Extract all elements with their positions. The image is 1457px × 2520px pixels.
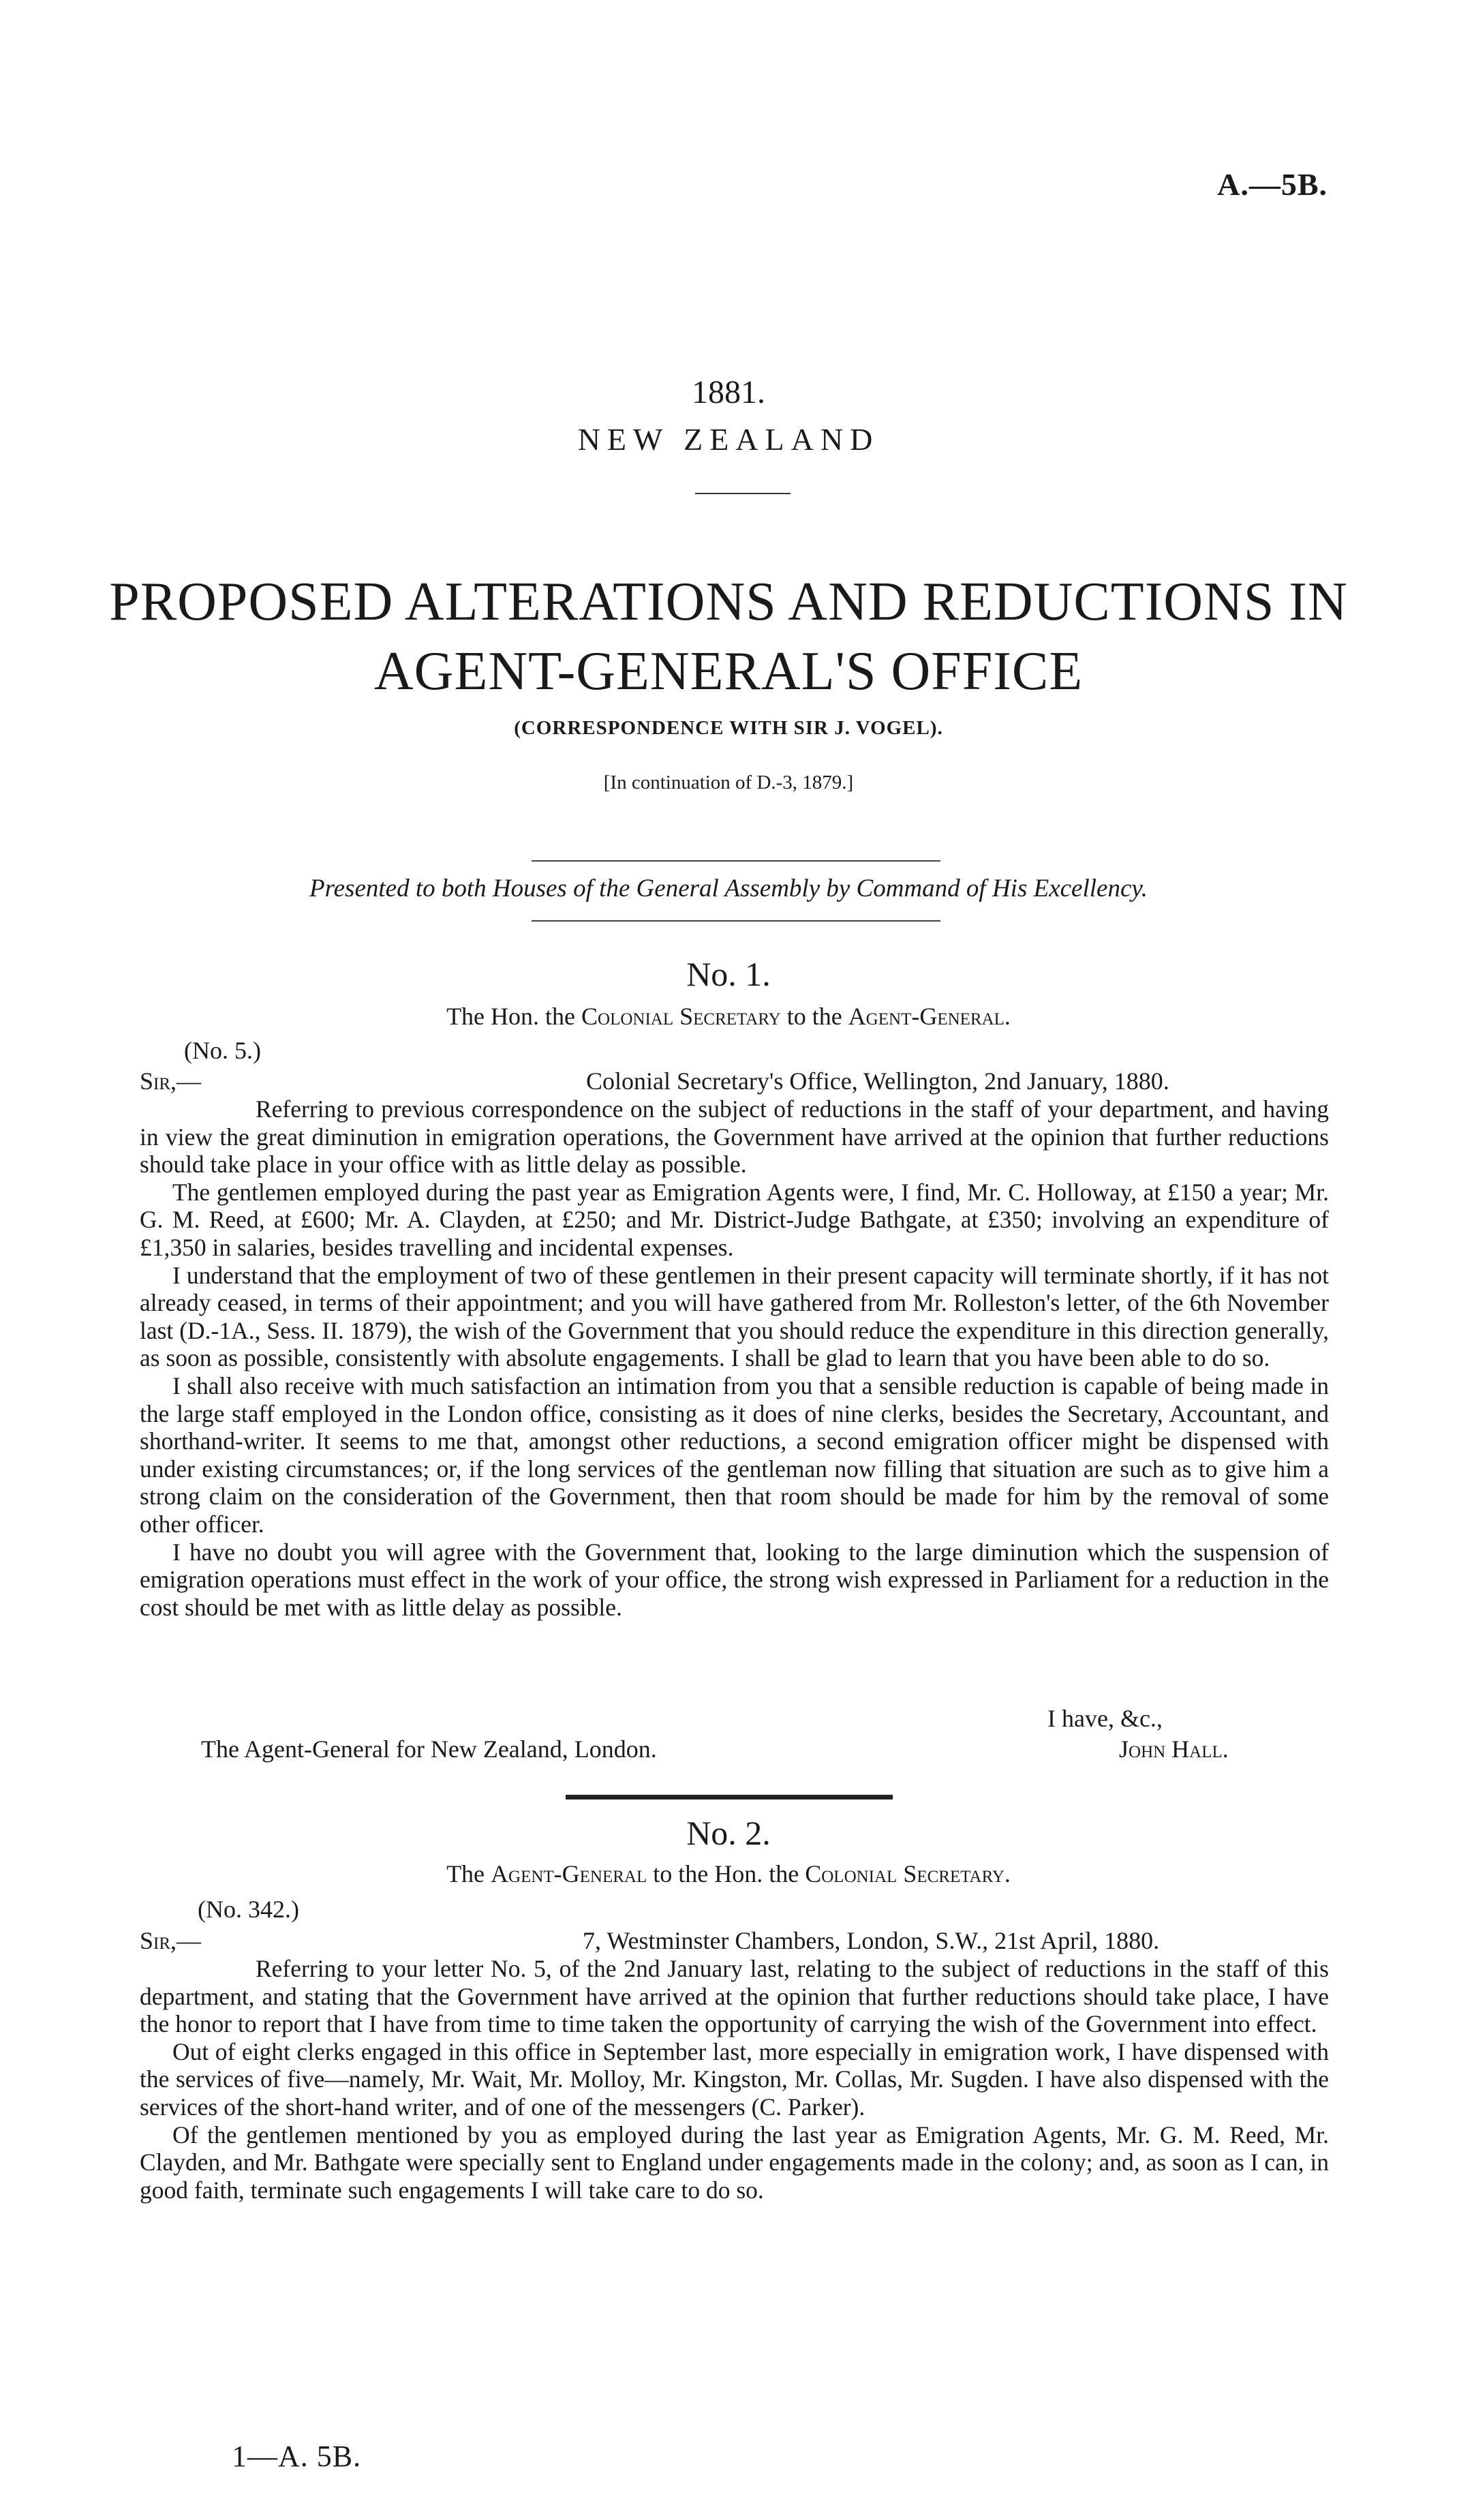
route-prefix: The	[446, 1860, 491, 1887]
route-to: Agent-General	[848, 1003, 1004, 1030]
continuation-note: [In continuation of D.-3, 1879.]	[603, 772, 854, 793]
letter1-closing: I have, &c.,	[1047, 1705, 1163, 1732]
route-from: Agent-General	[491, 1860, 647, 1887]
country-heading: NEW ZEALAND	[577, 422, 880, 457]
letter2-route	[0, 1859, 1457, 1888]
page-footer: 1—A. 5B.	[232, 2440, 362, 2473]
letter1-ref: (No. 5.)	[184, 1037, 261, 1064]
divider	[532, 920, 940, 922]
document-serial: A.—5B.	[1217, 167, 1328, 202]
section-divider	[566, 1795, 893, 1800]
route-from: Colonial Secretary	[581, 1003, 781, 1030]
year: 1881.	[692, 374, 765, 410]
subtitle: (CORRESPONDENCE WITH SIR J. VOGEL).	[514, 717, 943, 739]
paragraph: Referring to your letter No. 5, of the 2nd January last, relating to the subject of reductions in the staff of this department, and stating that the Government have arrived at the opinion that further reductions should take place, I have the honor to report that I have from time to time taken the opportunity of carrying the wish of the Government into effect.	[140, 1955, 1329, 2038]
letter2-number: No. 2.	[686, 1814, 771, 1852]
route-end: .	[1004, 1003, 1011, 1030]
route-mid: to the	[780, 1003, 848, 1030]
paragraph: I understand that the employment of two of these gentlemen in their present capacity will terminate shortly, if it has not already ceased, in terms of their appointment; and you will have gathered from Mr. Rolleston's letter, of the 6th November last (D.-1A., Sess. II. 1879), the wish of the Government that you should reduce the expenditure in this direction generally, as soon as possible, consistently with absolute engagements. I shall be glad to learn that you have been able to do so.	[140, 1261, 1329, 1372]
page-title-line1: PROPOSED ALTERATIONS AND REDUCTIONS IN	[109, 572, 1348, 632]
presented-line: Presented to both Houses of the General Assembly by Command of His Excellency.	[309, 875, 1148, 902]
letter1-body	[140, 1095, 1329, 1621]
paragraph: I shall also receive with much satisfaction an intimation from you that a sensible reduction is capable of being made in the large staff employed in the London office, consisting as it does of nine clerks, besides the Secretary, Accountant, and shorthand-writer. It seems to me that, amongst other reductions, a second emigration officer might be dispensed with under existing circumstances; or, if the long services of the gentleman now filling that situation are such as to give him a strong claim on the consideration of the Government, then that room should be made for him by the removal of some other officer.	[140, 1371, 1329, 1538]
divider	[695, 493, 791, 494]
letter1-number: No. 1.	[686, 955, 771, 993]
letter1-salutation: Sir,—	[140, 1067, 202, 1095]
letter2-dateline: 7, Westminster Chambers, London, S.W., 21st April, 1880.	[583, 1927, 1160, 1954]
letter1-signature: John Hall.	[1119, 1735, 1229, 1763]
paragraph: Out of eight clerks engaged in this office in September last, more especially in emigration work, I have dispensed with the services of five—namely, Mr. Wait, Mr. Molloy, Mr. Kingston, Mr. Collas, Mr. Sugden. I have also dispensed with the services of the short-hand writer, and of one of the messengers (C. Parker).	[140, 2037, 1329, 2121]
letter2-body	[140, 1955, 1329, 2204]
letter1-dateline: Colonial Secretary's Office, Wellington, 2nd January, 1880.	[586, 1067, 1169, 1095]
route-mid: to the Hon. the	[647, 1860, 806, 1887]
route-to: Colonial Secretary	[805, 1860, 1004, 1887]
letter2-ref: (No. 342.)	[198, 1896, 299, 1923]
paragraph: Referring to previous correspondence on the subject of reductions in the staff of your department, and having in view the great diminution in emigration operations, the Government have arrived at the opinion that further reductions should take place in your office with as little delay as possible.	[140, 1095, 1329, 1179]
route-prefix: The Hon. the	[446, 1003, 582, 1030]
route-end: .	[1004, 1860, 1011, 1887]
letter2-salutation: Sir,—	[140, 1927, 202, 1954]
divider	[532, 860, 940, 862]
letter1-route	[0, 1002, 1457, 1031]
paragraph: The gentlemen employed during the past year as Emigration Agents were, I find, Mr. C. Holloway, at £150 a year; Mr. G. M. Reed, at £600; Mr. A. Clayden, at £250; and Mr. District-Judge Bathgate, at £350; involving an expenditure of £1,350 in salaries, besides travelling and incidental expenses.	[140, 1178, 1329, 1261]
letter1-addressee: The Agent-General for New Zealand, London.	[201, 1735, 657, 1763]
paragraph: Of the gentlemen mentioned by you as employed during the last year as Emigration Agents, Mr. G. M. Reed, Mr. Clayden, and Mr. Bathgate were specially sent to England under engagements made in the colony; and, as soon as I can, in good faith, terminate such engagements I will take care to do so.	[140, 2121, 1329, 2204]
page-title-line2: AGENT-GENERAL'S OFFICE	[373, 641, 1084, 701]
paragraph: I have no doubt you will agree with the Government that, looking to the large diminution which the suspension of emigration operations must effect in the work of your office, the strong wish expressed in Parliament for a reduction in the cost should be met with as little delay as possible.	[140, 1538, 1329, 1621]
